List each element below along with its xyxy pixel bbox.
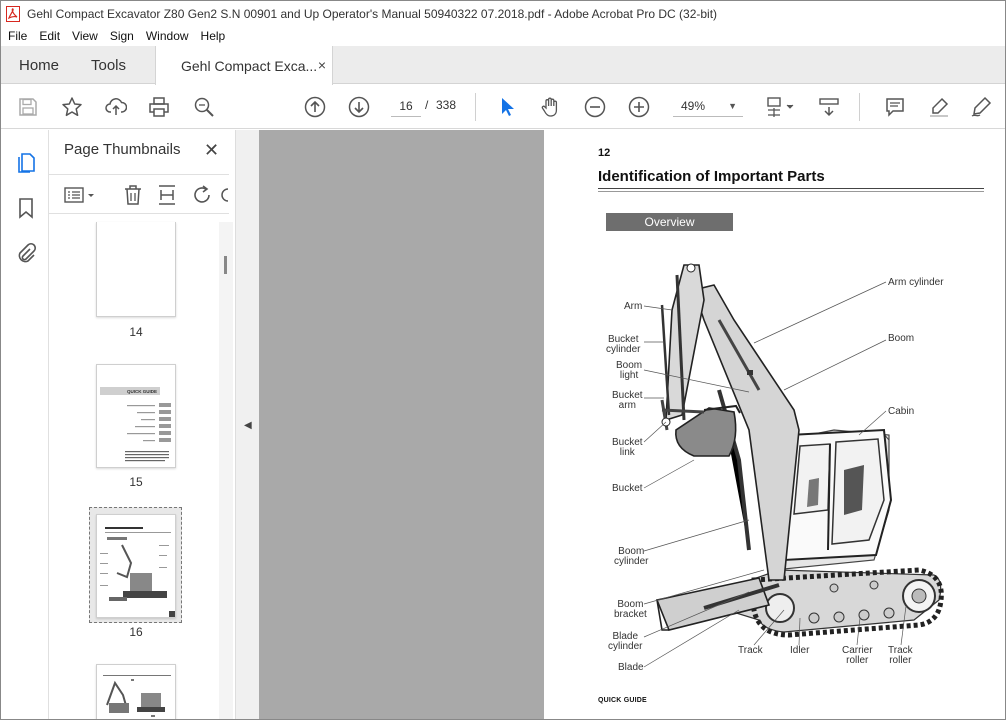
acrobat-app-icon xyxy=(6,6,20,22)
panel-toolbar xyxy=(49,174,229,214)
rotate-page-icon[interactable] xyxy=(190,183,214,207)
callout-idler: Idler xyxy=(790,645,810,656)
toolbar-divider xyxy=(475,93,476,121)
page-number: 12 xyxy=(598,147,611,159)
bookmarks-icon[interactable] xyxy=(14,196,38,220)
menu-edit[interactable]: Edit xyxy=(39,29,61,43)
callout-boom-light: Boom light xyxy=(616,360,643,381)
thumbnail-page-17[interactable] xyxy=(96,664,176,720)
save-icon[interactable] xyxy=(16,95,40,119)
panel-title: Page Thumbnails xyxy=(64,141,181,158)
callout-boom: Boom xyxy=(888,333,915,344)
main-toolbar xyxy=(1,85,1005,129)
thumbnail-label: 14 xyxy=(129,325,143,339)
extract-pages-icon[interactable] xyxy=(155,183,179,207)
panel-scrollbar-thumb[interactable] xyxy=(224,256,227,274)
callout-cabin: Cabin xyxy=(888,406,915,417)
callout-arm: Arm xyxy=(624,301,643,312)
scroll-mode-icon[interactable] xyxy=(817,95,841,119)
search-zoom-icon[interactable] xyxy=(192,95,216,119)
zoom-in-icon[interactable] xyxy=(627,95,651,119)
callout-bucket-link: Bucket link xyxy=(612,437,643,458)
callout-bucket-arm: Bucket arm xyxy=(612,390,643,411)
page-fit-icon[interactable] xyxy=(763,95,797,119)
tab-tools[interactable]: Tools xyxy=(91,56,127,74)
callout-blade-cylinder: Blade cylinder xyxy=(608,631,643,652)
page-up-icon[interactable] xyxy=(303,95,327,119)
thumbnail-page-16-preview xyxy=(97,515,176,618)
toolbar-divider xyxy=(859,93,860,121)
delete-page-icon[interactable] xyxy=(121,183,145,207)
callout-blade: Blade xyxy=(618,662,644,673)
thumbnail-page-14[interactable] xyxy=(96,222,176,317)
select-pointer-icon[interactable] xyxy=(495,95,519,119)
thumbnail-page-15[interactable] xyxy=(96,364,176,468)
panel-collapse-handle[interactable] xyxy=(235,130,259,720)
tab-home[interactable]: Home xyxy=(19,56,60,74)
page-heading: Identification of Important Parts xyxy=(598,168,825,185)
sign-icon[interactable] xyxy=(969,95,993,119)
page-footer: QUICK GUIDE xyxy=(598,697,647,704)
menu-view[interactable]: View xyxy=(72,29,98,43)
panel-scrollbar[interactable] xyxy=(219,222,233,720)
section-badge: Overview xyxy=(606,213,733,231)
thumbnail-label: 15 xyxy=(129,475,143,489)
window-title: Gehl Compact Excavator Z80 Gen2 S.N 00901 and Up Operator's Manual 50940322 07.2018.pdf - Adobe Acrobat Pro DC (32-bit) xyxy=(27,6,718,21)
callout-track: Track xyxy=(738,645,763,656)
callout-bucket: Bucket xyxy=(612,483,643,494)
zoom-level-select[interactable] xyxy=(673,95,743,117)
title-bar xyxy=(1,1,1005,26)
callout-boom-cylinder: Boom cylinder xyxy=(614,546,649,567)
page-down-icon[interactable] xyxy=(347,95,371,119)
tab-document-label: Gehl Compact Exca... xyxy=(181,57,318,74)
page-thumbnails-panel xyxy=(49,130,235,720)
attachments-icon[interactable] xyxy=(14,242,38,266)
navigation-rail xyxy=(1,130,49,720)
thumbnail-page-15-preview xyxy=(97,365,176,468)
zoom-out-icon[interactable] xyxy=(583,95,607,119)
highlight-icon[interactable] xyxy=(927,95,951,119)
tab-bar xyxy=(1,46,1005,84)
bookmark-star-icon[interactable] xyxy=(60,95,84,119)
tab-document[interactable] xyxy=(155,46,333,85)
menu-bar xyxy=(1,26,1005,46)
close-panel-icon[interactable]: ✕ xyxy=(204,140,220,160)
page-thumbnails-icon[interactable] xyxy=(14,151,38,175)
menu-sign[interactable]: Sign xyxy=(109,29,134,43)
current-page-input[interactable]: 16 xyxy=(391,95,421,117)
menu-file[interactable]: File xyxy=(8,29,28,43)
callout-boom-bracket: Boom bracket xyxy=(614,599,647,620)
close-tab-icon[interactable]: × xyxy=(317,57,326,73)
callout-track-roller: Track roller xyxy=(888,645,913,666)
arm-assembly xyxy=(662,264,704,420)
thumbnail-options-icon[interactable] xyxy=(63,183,97,207)
chevron-down-icon: ▼ xyxy=(728,101,737,111)
comment-icon[interactable] xyxy=(883,95,907,119)
total-pages: 338 xyxy=(436,98,457,112)
collapse-left-icon: ◀ xyxy=(244,420,252,431)
thumbnail-heading: QUICK GUIDE xyxy=(127,389,158,394)
menu-window[interactable]: Window xyxy=(145,29,189,43)
page-separator: / xyxy=(425,98,429,112)
menu-help[interactable]: Help xyxy=(200,29,226,43)
thumbnail-page-17-preview xyxy=(97,665,176,720)
print-icon[interactable] xyxy=(147,95,171,119)
hand-icon[interactable] xyxy=(539,95,563,119)
thumbnail-page-16[interactable] xyxy=(96,514,176,618)
pdf-page xyxy=(544,130,1005,720)
callout-bucket-cylinder: Bucket cylinder xyxy=(606,334,641,355)
upload-icon[interactable] xyxy=(104,95,128,119)
callout-arm-cylinder: Arm cylinder xyxy=(888,277,944,288)
boom-light xyxy=(747,370,753,375)
more-tools-icon[interactable] xyxy=(221,183,229,207)
cabin-frame xyxy=(782,430,891,560)
callout-carrier-roller: Carrier roller xyxy=(842,645,873,666)
document-view[interactable] xyxy=(259,130,1005,720)
thumbnail-label: 16 xyxy=(129,625,143,639)
zoom-level-value: 49% xyxy=(681,99,706,113)
